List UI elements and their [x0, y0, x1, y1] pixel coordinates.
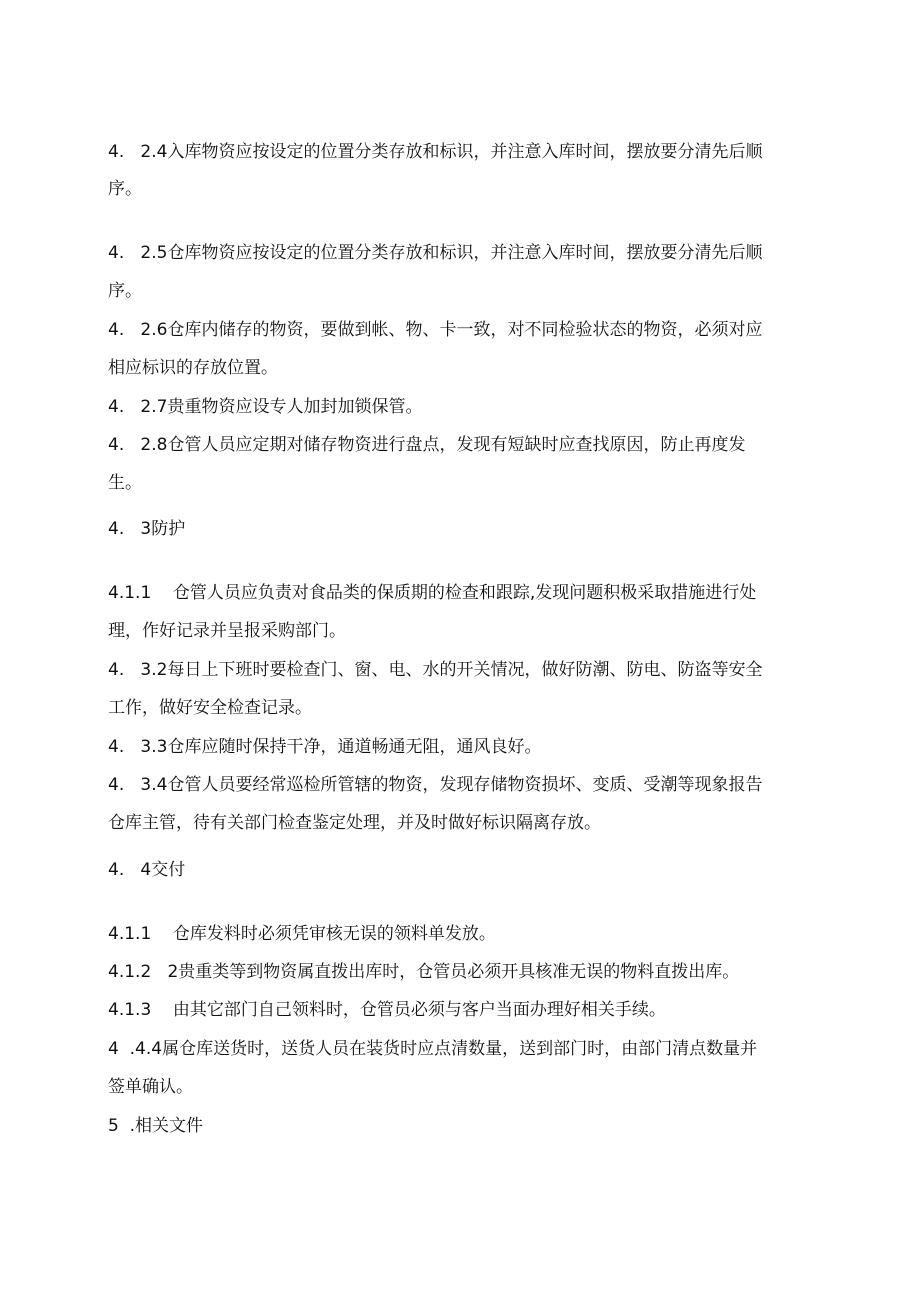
paragraph-4-3-2: [108, 659, 823, 681]
clause-text: 由其它部门自己领料时，仓管员必须与客户当面办理好相关手续。: [172, 1000, 666, 1020]
clause-number: 4. 2.4: [108, 142, 168, 162]
paragraph-4-3-2-continuation: [108, 697, 823, 719]
clause-text: 仓库物资应按设定的位置分类存放和标识，并注意入库时间，摆放要分清先后顺: [167, 243, 763, 263]
section-title: 交付: [151, 860, 186, 880]
paragraph-4-4-3: [108, 999, 823, 1021]
clause-number: 4. 3.4: [108, 775, 168, 795]
clause-text: 仓库发料时必须凭审核无误的领料单发放。: [172, 924, 496, 944]
paragraph-4-3-4: [108, 774, 823, 796]
section-number: 4. 3: [108, 519, 152, 539]
clause-text: 入库物资应按设定的位置分类存放和标识，并注意入库时间，摆放要分清先后顺: [167, 142, 763, 162]
clause-text: 属仓库送货时，送货人员在装货时应点清数量，送到部门时，由部门清点数量并: [162, 1039, 758, 1059]
paragraph-4-2-7: [108, 396, 823, 418]
paragraph-4-2-8: [108, 434, 823, 456]
section-number: 5 .: [108, 1116, 136, 1136]
clause-number: 4. 2.8: [108, 435, 168, 455]
clause-number: 4.1.3: [108, 1000, 173, 1020]
clause-text-continuation: 相应标识的存放位置。: [108, 358, 278, 378]
clause-text: 每日上下班时要检查门、窗、电、水的开关情况，做好防潮、防电、防盗等安全: [167, 660, 763, 680]
section-heading-4-4: [108, 859, 823, 881]
clause-text: 仓管人员应负责对食品类的保质期的检查和跟踪,发现问题积极采取措施进行处: [172, 583, 757, 603]
paragraph-4-2-4: [108, 141, 823, 163]
clause-number: 4. 2.5: [108, 243, 168, 263]
clause-text-continuation: 序。: [108, 179, 142, 199]
clause-number: 4. 3.2: [108, 660, 168, 680]
clause-number: 4.1.1: [108, 583, 173, 603]
clause-text-continuation: 工作，做好安全检查记录。: [108, 698, 312, 718]
clause-number: 4. 3.3: [108, 737, 168, 757]
paragraph-4-2-6-continuation: [108, 357, 823, 379]
clause-text-continuation: 签单确认。: [108, 1077, 193, 1097]
clause-text-continuation: 生。: [108, 473, 142, 493]
paragraph-4-3-4-continuation: [108, 812, 823, 834]
section-title: 相关文件: [135, 1116, 204, 1136]
paragraph-4-2-5: [108, 242, 823, 264]
paragraph-4-2-4-continuation: [108, 178, 823, 200]
paragraph-4-3-1: [108, 582, 823, 604]
clause-text: 仓库内储存的物资，要做到帐、物、卡一致，对不同检验状态的物资，必须对应: [167, 320, 763, 340]
clause-text: 仓管人员要经常巡检所管辖的物资，发现存储物资损坏、变质、受潮等现象报告: [167, 775, 763, 795]
paragraph-4-4-4-continuation: [108, 1076, 823, 1098]
section-title: 防护: [151, 519, 186, 539]
paragraph-4-2-5-continuation: [108, 280, 823, 302]
clause-text-continuation: 理，作好记录并呈报采购部门。: [108, 621, 346, 641]
paragraph-4-4-2: [108, 961, 823, 983]
paragraph-4-4-4: [108, 1038, 823, 1060]
clause-number: 4.1.2 2: [108, 962, 179, 982]
clause-text: 贵重类等到物资属直拨出库时，仓管员必须开具核准无误的物料直拨出库。: [178, 962, 740, 982]
section-heading-5: [108, 1115, 823, 1137]
clause-number: 4. 2.7: [108, 397, 168, 417]
paragraph-4-2-8-continuation: [108, 472, 823, 494]
clause-text-continuation: 序。: [108, 281, 142, 301]
clause-number: 4 .4.4: [108, 1039, 163, 1059]
clause-number: 4.1.1: [108, 924, 173, 944]
paragraph-4-4-1: [108, 923, 823, 945]
clause-text: 仓管人员应定期对储存物资进行盘点，发现有短缺时应查找原因，防止再度发: [167, 435, 746, 455]
section-number: 4. 4: [108, 860, 152, 880]
paragraph-4-3-1-continuation: [108, 620, 823, 642]
section-heading-4-3: [108, 518, 823, 540]
clause-text-continuation: 仓库主管，待有关部门检查鉴定处理，并及时做好标识隔离存放。: [108, 813, 601, 833]
clause-text: 仓库应随时保持干净，通道畅通无阻，通风良好。: [167, 737, 542, 757]
paragraph-4-3-3: [108, 736, 823, 758]
clause-text: 贵重物资应设专人加封加锁保管。: [167, 397, 423, 417]
paragraph-4-2-6: [108, 319, 823, 341]
clause-number: 4. 2.6: [108, 320, 168, 340]
